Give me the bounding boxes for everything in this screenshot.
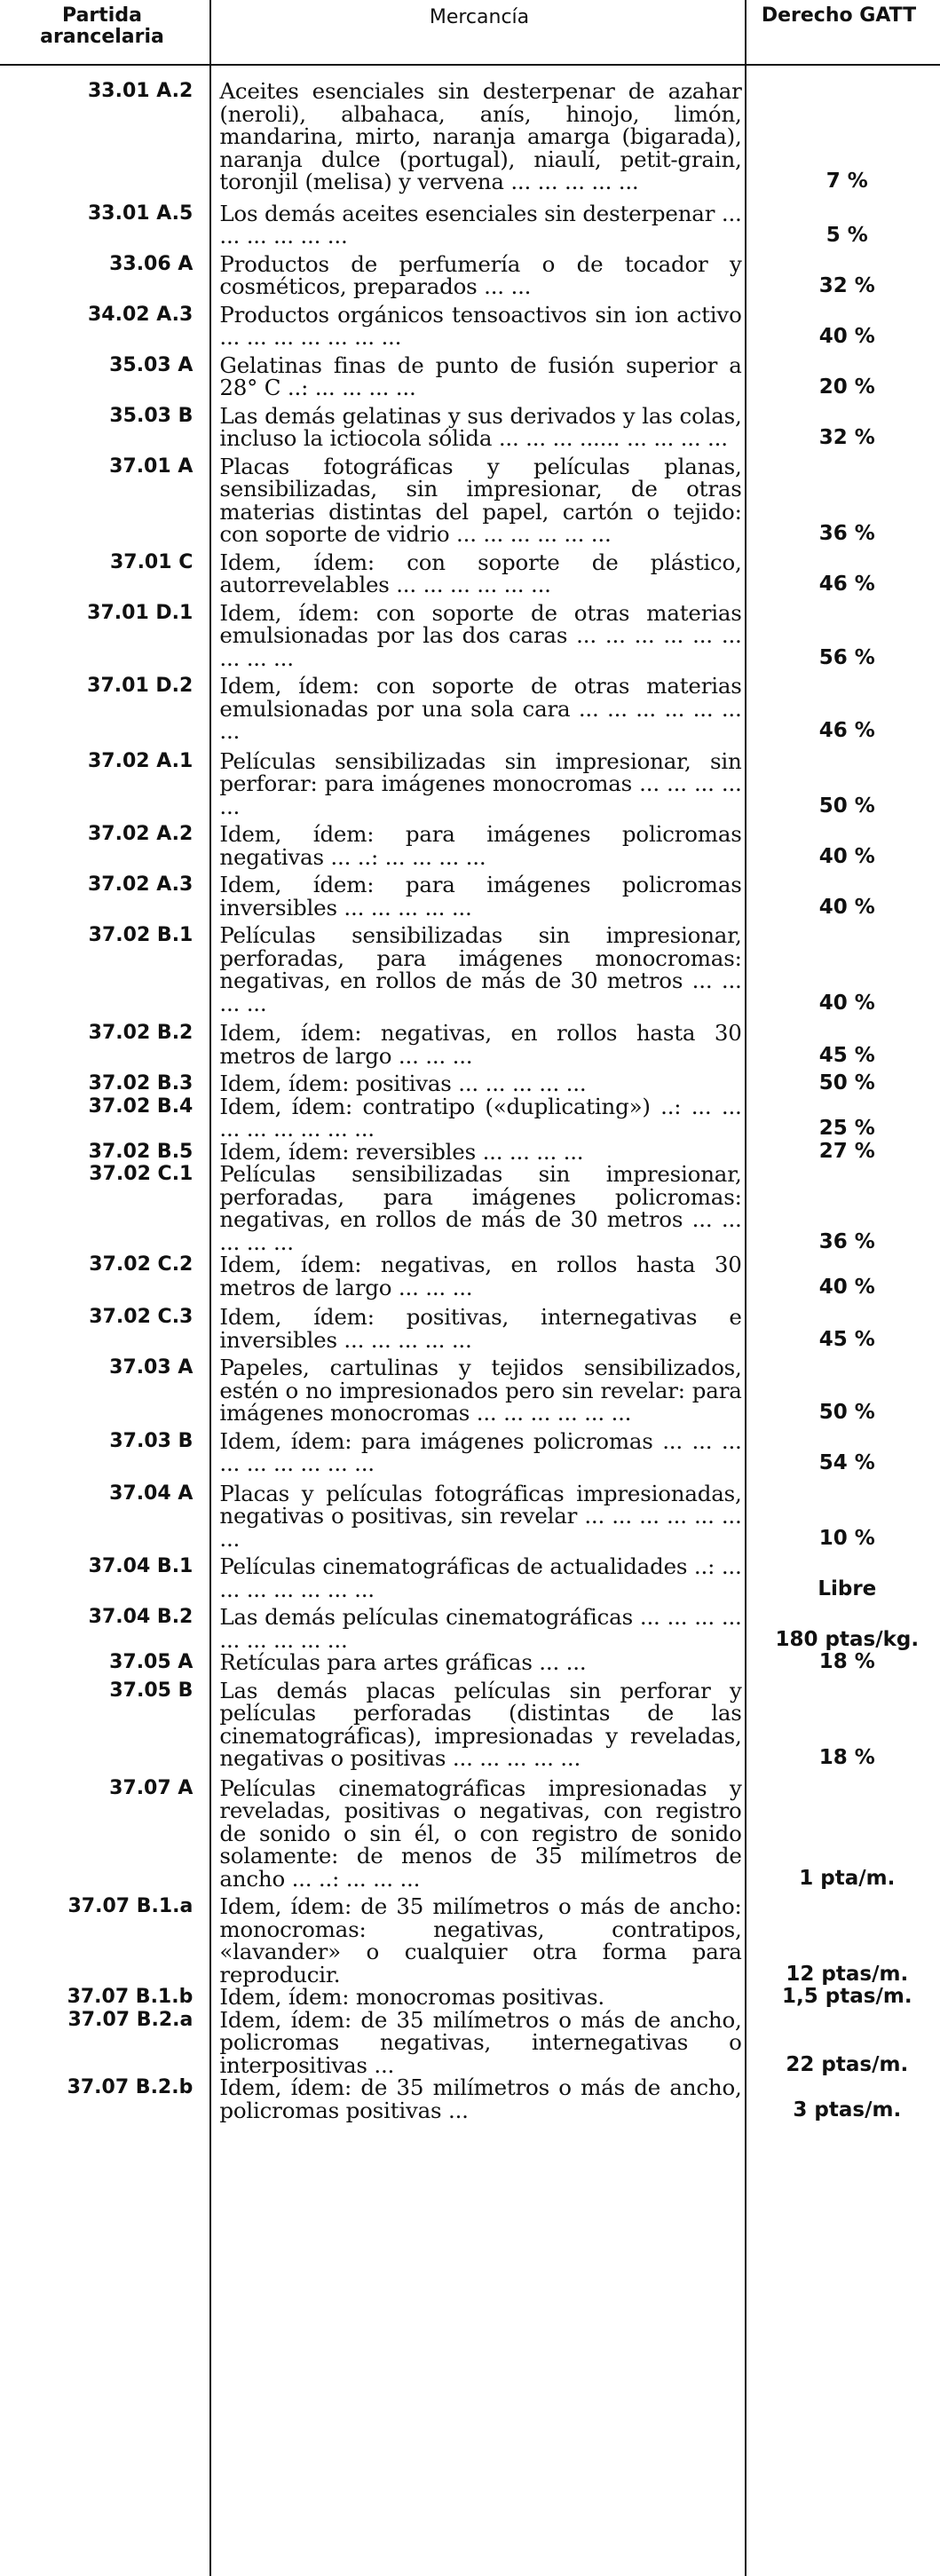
partida-cell: 37.05 A bbox=[109, 1651, 194, 1673]
partida-cell: 35.03 A bbox=[109, 353, 194, 376]
mercancia-cell: Idem, ídem: con soporte de otras materias emulsionadas por las dos caras ... ... ... ... ... ... ... ... ... bbox=[219, 599, 742, 671]
derecho-cell: 20 % bbox=[818, 375, 875, 399]
mercancia-cell: Gelatinas finas de punto de fusión superior a 28° C ..: ... ... ... ... bbox=[219, 352, 742, 400]
table-row bbox=[0, 80, 940, 194]
mercancia-cell: Idem, ídem: para imágenes policromas ... ... ... ... ... ... ... ... ... bbox=[219, 1427, 742, 1476]
header-derecho: Derecho GATT bbox=[761, 4, 917, 27]
derecho-cell: 40 % bbox=[818, 844, 875, 868]
table-row bbox=[0, 1986, 940, 2009]
partida-cell: 37.02 A.1 bbox=[88, 749, 194, 772]
derecho-cell: 40 % bbox=[818, 991, 875, 1015]
mercancia-cell: Las demás placas películas sin perforar y películas perforadas (distintas de las cinematográficas), impresionadas y reveladas, negativas o positivas ... ... ... ... ... bbox=[219, 1677, 742, 1771]
partida-cell: 33.06 A bbox=[109, 252, 194, 275]
table-row bbox=[0, 354, 940, 399]
derecho-cell: 3 ptas/m. bbox=[793, 2098, 902, 2122]
mercancia-cell: Papeles, cartulinas y tejidos sensibilizados, estén o no impresionados pero sin revelar: para imágenes monocromas ... ... ... ... ... ... bbox=[219, 1355, 742, 1426]
mercancia-cell: Aceites esenciales sin desterpenar de azahar (neroli), albahaca, anís, hinojo, limón, mandarina, mirto, naranja amarga (bigarada), naranja dulce (portugal), niaulí, petit-grain, toronjil (melisa) y vervena ... ... ... ... ... bbox=[219, 78, 742, 194]
derecho-cell: 50 % bbox=[818, 1071, 875, 1094]
derecho-cell: 12 ptas/m. bbox=[786, 1962, 909, 1986]
table-body bbox=[0, 80, 940, 2122]
partida-cell: 37.02 B.4 bbox=[88, 1094, 194, 1118]
table-row bbox=[0, 202, 940, 248]
derecho-cell: 40 % bbox=[818, 1275, 875, 1299]
mercancia-cell: Placas fotográficas y películas planas, sensibilizadas, sin impresionar, de otras materias distintas del papel, cartón o tejido: con soporte de vidrio ... ... ... ... ... ... bbox=[219, 453, 742, 547]
partida-cell: 37.02 C.3 bbox=[89, 1306, 194, 1328]
mercancia-cell: Productos orgánicos tensoactivos sin ion activo ... ... ... ... ... ... ... bbox=[219, 301, 742, 350]
table-row bbox=[0, 823, 940, 868]
table-row bbox=[0, 301, 940, 350]
mercancia-cell: Idem, ídem: reversibles ... ... ... ... bbox=[219, 1138, 584, 1165]
partida-cell: 37.07 A bbox=[109, 1776, 194, 1799]
derecho-cell: 54 % bbox=[818, 1451, 875, 1474]
partida-cell: 37.04 A bbox=[109, 1482, 194, 1505]
table-row bbox=[0, 873, 940, 919]
partida-cell: 37.03 B bbox=[109, 1429, 194, 1452]
header-partida: Partida arancelaria bbox=[40, 4, 164, 48]
mercancia-cell: Idem, ídem: negativas, en rollos hasta 30 metros de largo ... ... ... bbox=[219, 1252, 742, 1300]
partida-cell: 37.02 B.2 bbox=[88, 1022, 194, 1044]
partida-cell: 35.03 B bbox=[109, 404, 194, 427]
derecho-cell: 1,5 ptas/m. bbox=[782, 1985, 912, 2008]
derecho-cell: 45 % bbox=[818, 1043, 875, 1067]
table-row bbox=[0, 1427, 940, 1476]
table-row bbox=[0, 2076, 940, 2122]
partida-cell: 37.02 B.3 bbox=[88, 1072, 194, 1094]
table-row bbox=[0, 1022, 940, 1067]
header-mercancia: Mercancía bbox=[429, 6, 530, 28]
derecho-cell: 22 ptas/m. bbox=[786, 2052, 909, 2076]
table-row bbox=[0, 1606, 940, 1651]
derecho-cell: 180 ptas/kg. bbox=[775, 1627, 920, 1651]
derecho-cell: 18 % bbox=[818, 1746, 875, 1769]
mercancia-cell: Las demás películas cinematográficas ... ... ... ... ... ... ... ... ... bbox=[219, 1604, 742, 1653]
derecho-cell: 36 % bbox=[818, 522, 875, 545]
partida-cell: 37.02 B.5 bbox=[88, 1140, 194, 1163]
derecho-cell: 40 % bbox=[818, 895, 875, 919]
derecho-cell: 27 % bbox=[818, 1139, 875, 1163]
table-row bbox=[0, 599, 940, 671]
derecho-cell: 5 % bbox=[825, 224, 868, 247]
table-row bbox=[0, 1163, 940, 1253]
table-row bbox=[0, 1651, 940, 1674]
derecho-cell: 25 % bbox=[818, 1117, 875, 1140]
mercancia-cell: Retículas para artes gráficas ... ... bbox=[219, 1649, 587, 1675]
mercancia-cell: Idem, ídem: de 35 milímetros o más de ancho: monocromas: negativas, contratipos, «lavander» o cualquier otra forma para reproducir. bbox=[219, 1893, 742, 1987]
partida-cell: 37.05 B bbox=[109, 1679, 194, 1702]
table-row bbox=[0, 1138, 940, 1165]
partida-cell: 37.07 B.1.a bbox=[67, 1895, 194, 1917]
partida-cell: 37.02 A.2 bbox=[88, 823, 194, 845]
mercancia-cell: Idem, ídem: con soporte de plástico, autorrevelables ... ... ... ... ... ... bbox=[219, 549, 742, 597]
derecho-cell: 32 % bbox=[818, 426, 875, 449]
partida-cell: 37.07 B.2.a bbox=[67, 2008, 194, 2031]
derecho-cell: 32 % bbox=[818, 274, 875, 297]
partida-cell: 37.07 B.1.b bbox=[67, 1986, 194, 2008]
mercancia-cell: Películas cinematográficas impresionadas y reveladas, positivas o negativas, con registro de sonido o sin él, o con registro de sonido solamente: de menos de 35 milímetros de ancho ... ..: ... ... ... bbox=[219, 1774, 742, 1892]
mercancia-cell: Placas y películas fotográficas impresionadas, negativas o positivas, sin revelar ... ... ... ... ... ... ... bbox=[219, 1480, 742, 1552]
mercancia-cell: Películas sensibilizadas sin impresionar, perforadas, para imágenes policromas: negativas, en rollos de más de 30 metros ... ... ... ... ... bbox=[219, 1161, 742, 1255]
partida-cell: 37.02 C.1 bbox=[89, 1163, 194, 1185]
table-row bbox=[0, 551, 940, 597]
mercancia-cell: Productos de perfumería o de tocador y cosméticos, preparados ... ... bbox=[219, 250, 742, 299]
mercancia-cell: Idem, ídem: de 35 milímetros o más de ancho, policromas positivas ... bbox=[219, 2074, 742, 2123]
derecho-cell: 45 % bbox=[818, 1327, 875, 1351]
partida-cell: 37.04 B.1 bbox=[88, 1555, 194, 1577]
mercancia-cell: Películas sensibilizadas sin impresionar, perforadas, para imágenes monocromas: negativas, en rollos de más de 30 metros ... ... ... ... bbox=[219, 922, 742, 1016]
derecho-cell: 50 % bbox=[818, 1401, 875, 1424]
derecho-cell: 7 % bbox=[825, 170, 868, 193]
partida-cell: 37.04 B.2 bbox=[88, 1606, 194, 1628]
table-row bbox=[0, 1072, 940, 1095]
table-row bbox=[0, 747, 940, 819]
derecho-cell: 50 % bbox=[818, 794, 875, 818]
mercancia-cell: Idem, ídem: con soporte de otras materias emulsionadas por una sola cara ... ... ... ... ... ... ... bbox=[219, 673, 742, 744]
table-row bbox=[0, 455, 940, 546]
table-row bbox=[0, 1306, 940, 1351]
derecho-cell: Libre bbox=[818, 1576, 877, 1600]
table-row bbox=[0, 1253, 940, 1299]
mercancia-cell: Los demás aceites esenciales sin desterpenar ... ... ... ... ... ... bbox=[219, 200, 742, 249]
table-row bbox=[0, 2006, 940, 2078]
partida-cell: 37.01 C bbox=[109, 550, 194, 573]
table-row bbox=[0, 1095, 940, 1141]
partida-cell: 34.02 A.3 bbox=[88, 303, 194, 326]
partida-cell: 37.02 A.3 bbox=[88, 873, 194, 896]
partida-cell: 33.01 A.5 bbox=[88, 201, 194, 225]
header-divider bbox=[0, 64, 940, 66]
mercancia-cell: Idem, ídem: de 35 milímetros o más de ancho, policromas negativas, internegativas o interpositivas ... bbox=[219, 2006, 742, 2078]
derecho-cell: 40 % bbox=[818, 325, 875, 348]
mercancia-cell: Idem, ídem: positivas, internegativas e inversibles ... ... ... ... ... bbox=[219, 1304, 742, 1353]
derecho-cell: 18 % bbox=[818, 1650, 875, 1673]
table-row bbox=[0, 1774, 940, 1892]
partida-cell: 37.02 C.2 bbox=[89, 1253, 194, 1276]
mercancia-cell: Películas cinematográficas de actualidades ..: ... ... ... ... ... ... ... bbox=[219, 1553, 742, 1602]
mercancia-cell: Idem, ídem: contratipo («duplicating») ..: ... ... ... ... ... ... ... ... bbox=[219, 1093, 742, 1142]
partida-cell: 37.03 A bbox=[109, 1356, 194, 1379]
table-row bbox=[0, 250, 940, 299]
derecho-cell: 56 % bbox=[818, 645, 875, 669]
table-row bbox=[0, 1895, 940, 1986]
partida-cell: 37.01 D.1 bbox=[87, 601, 194, 624]
mercancia-cell: Idem, ídem: para imágenes policromas inversibles ... ... ... ... ... bbox=[219, 872, 742, 921]
partida-cell: 37.02 B.1 bbox=[88, 924, 194, 946]
table-row bbox=[0, 402, 940, 451]
derecho-cell: 46 % bbox=[818, 719, 875, 742]
partida-cell: 37.01 D.2 bbox=[87, 675, 194, 697]
mercancia-cell: Idem, ídem: para imágenes policromas negativas ... ..: ... ... ... ... bbox=[219, 821, 742, 870]
table-row bbox=[0, 1482, 940, 1551]
table-row bbox=[0, 1679, 940, 1770]
derecho-cell: 36 % bbox=[818, 1229, 875, 1253]
partida-cell: 37.01 A bbox=[109, 454, 194, 478]
table-row bbox=[0, 1356, 940, 1425]
table-row bbox=[0, 675, 940, 743]
mercancia-cell: Idem, ídem: positivas ... ... ... ... ... bbox=[219, 1071, 587, 1096]
table-row bbox=[0, 924, 940, 1015]
derecho-cell: 46 % bbox=[818, 573, 875, 596]
table-row bbox=[0, 1555, 940, 1600]
mercancia-cell: Idem, ídem: monocromas positivas. bbox=[219, 1984, 604, 2010]
derecho-cell: 1 pta/m. bbox=[799, 1866, 896, 1890]
mercancia-cell: Películas sensibilizadas sin impresionar, sin perforar: para imágenes monocromas ... ... ... ... ... bbox=[219, 747, 742, 819]
derecho-cell: 10 % bbox=[818, 1526, 875, 1550]
table-header bbox=[0, 0, 940, 62]
partida-cell: 33.01 A.2 bbox=[88, 80, 194, 102]
partida-cell: 37.07 B.2.b bbox=[67, 2076, 194, 2098]
mercancia-cell: Idem, ídem: negativas, en rollos hasta 30 metros de largo ... ... ... bbox=[219, 1020, 742, 1069]
mercancia-cell: Las demás gelatinas y sus derivados y las colas, incluso la ictiocola sólida ... ... ... ...... ... ... ... ... bbox=[219, 402, 742, 451]
